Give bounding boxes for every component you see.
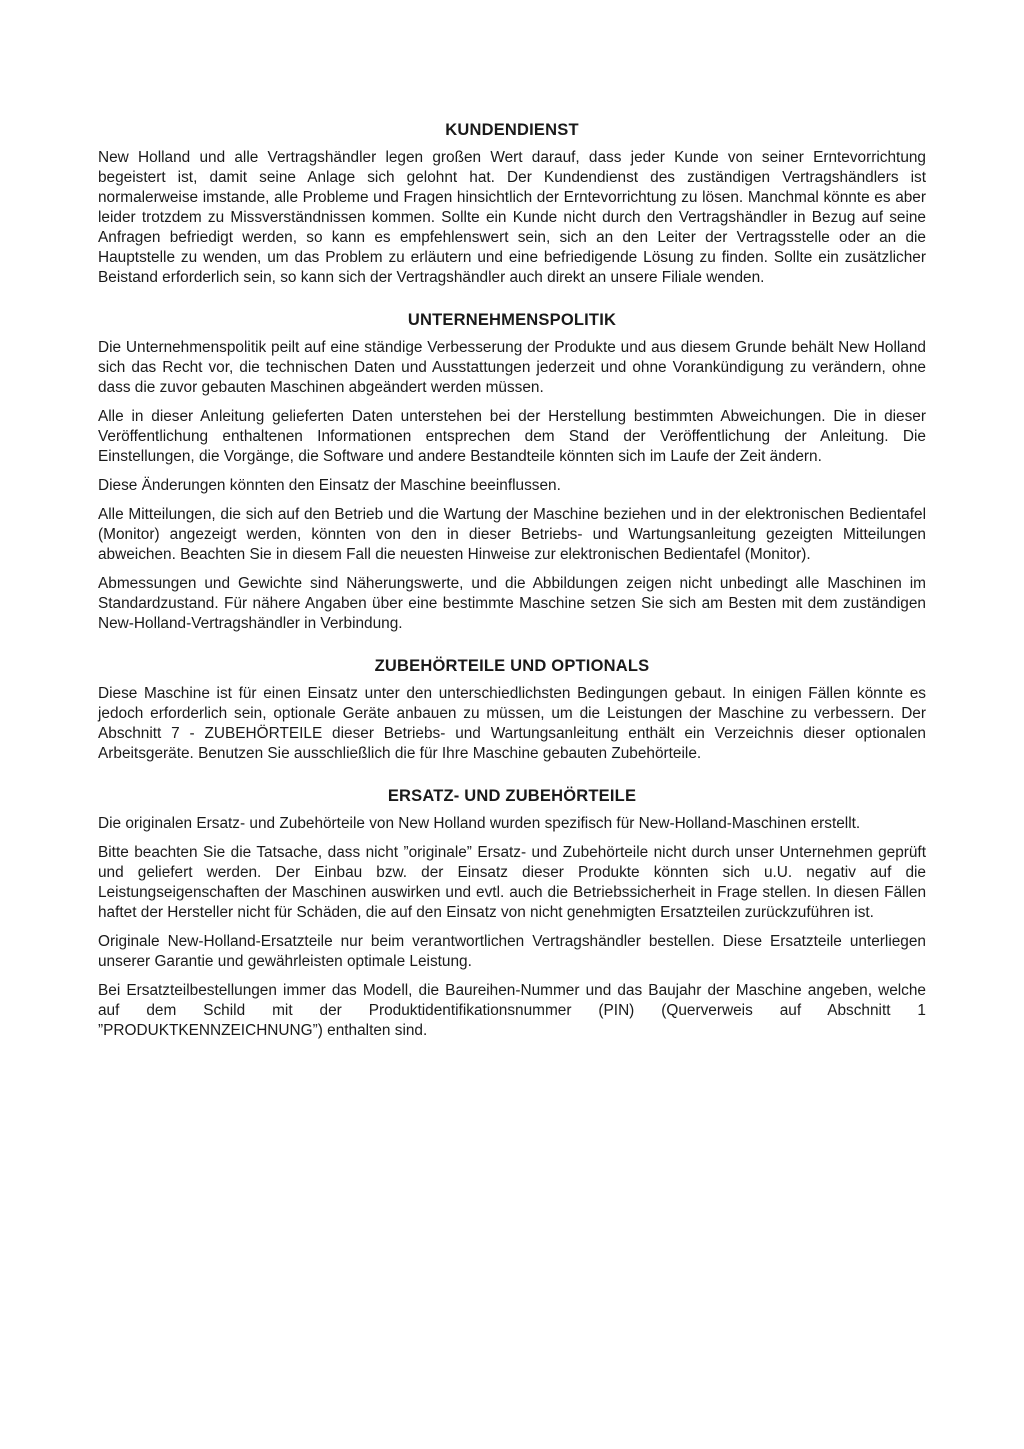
paragraph: New Holland und alle Vertragshändler legen großen Wert darauf, dass jeder Kunde von seiner Erntevorrichtung begeistert ist, damit seine Anlage sich gelohnt hat. Der Kundendienst des zuständigen Vertragshändlers ist normalerweise imstande, alle Probleme und Fragen hinsichtlich der Erntevorrichtung zu lösen. Manchmal könnte es aber leider trotzdem zu Missverständnissen kommen. Sollte ein Kunde nicht durch den Vertragshändler in Bezug auf seine Anfragen befriedigt werden, so kann es empfehlenswert sein, sich an den Leiter der Vertragsstelle oder an die Hauptstelle zu wenden, um das Problem zu erläutern und eine befriedigende Lösung zu finden. Sollte ein zusätzlicher Beistand erforderlich sein, so kann sich der Vertragshändler auch direkt an unsere Filiale wenden. bbox=[98, 149, 926, 286]
paragraph: Die originalen Ersatz- und Zubehörteile von New Holland wurden spezifisch für New-Holland-Maschinen erstellt. bbox=[98, 815, 861, 832]
section-kundendienst bbox=[98, 120, 926, 288]
paragraph: Diese Maschine ist für einen Einsatz unter den unterschiedlichsten Bedingungen gebaut. In einigen Fällen könnte es jedoch erforderlich sein, optionale Geräte anbauen zu müssen, um die Leistungen der Maschine zu verbessern. Der Abschnitt 7 - ZUBEHÖRTEILE dieser Betriebs- und Wartungsanleitung enthält ein Verzeichnis dieser optionalen Arbeitsgeräte. Benutzen Sie ausschließlich die für Ihre Maschine gebauten Zubehörteile. bbox=[98, 685, 926, 762]
paragraph: Bitte beachten Sie die Tatsache, dass nicht ”originale” Ersatz- und Zubehörteile nicht durch unser Unternehmen geprüft und geliefert werden. Der Einbau bzw. der Einsatz dieser Produkte könnten sich u.U. negativ auf die Leistungseigenschaften der Maschinen auswirken und evtl. auch die Betriebssicherheit in Frage stellen. In diesen Fällen haftet der Hersteller nicht für Schäden, die auf den Einsatz von nicht genehmigten Ersatzteilen zurückzuführen ist. bbox=[98, 844, 926, 921]
paragraph: Abmessungen und Gewichte sind Näherungswerte, und die Abbildungen zeigen nicht unbedingt alle Maschinen im Standardzustand. Für nähere Angaben über eine bestimmte Maschine setzen Sie sich am Besten mit dem zuständigen New-Holland-Vertragshändler in Verbindung. bbox=[98, 575, 926, 632]
section-heading: UNTERNEHMENSPOLITIK bbox=[407, 311, 617, 329]
document-page bbox=[98, 120, 926, 1041]
section-heading: KUNDENDIENST bbox=[445, 121, 579, 139]
paragraph: Alle Mitteilungen, die sich auf den Betrieb und die Wartung der Maschine beziehen und in der elektronischen Bedientafel (Monitor) angezeigt werden, könnten von den in dieser Betriebs- und Wartungsanleitung gezeigten Mitteilungen abweichen. Beachten Sie in diesem Fall die neuesten Hinweise zur elektronischen Bedientafel (Monitor). bbox=[98, 506, 926, 563]
paragraph: Alle in dieser Anleitung gelieferten Daten unterstehen bei der Herstellung bestimmten Abweichungen. Die in dieser Veröffentlichung enthaltenen Informationen entsprechen dem Stand der Veröffentlichung der Anleitung. Die Einstellungen, die Vorgänge, die Software und andere Bestandteile könnten sich im Laufe der Zeit ändern. bbox=[98, 408, 926, 465]
paragraph: Diese Änderungen könnten den Einsatz der Maschine beeinflussen. bbox=[98, 477, 561, 494]
section-ersatz-und-zubehoerteile bbox=[98, 786, 926, 1041]
section-heading: ZUBEHÖRTEILE UND OPTIONALS bbox=[374, 657, 650, 675]
paragraph: Bei Ersatzteilbestellungen immer das Modell, die Baureihen-Nummer und das Baujahr der Maschine angeben, welche auf dem Schild mit der Produktidentifikationsnummer (PIN) (Querverweis auf Abschnitt 1 ”PRODUKTKENNZEICHNUNG”) enthalten sind. bbox=[98, 982, 926, 1039]
paragraph: Originale New-Holland-Ersatzteile nur beim verantwortlichen Vertragshändler bestellen. Diese Ersatzteile unterliegen unserer Garantie und gewährleisten optimale Leistung. bbox=[98, 933, 926, 970]
paragraph: Die Unternehmenspolitik peilt auf eine ständige Verbesserung der Produkte und aus diesem Grunde behält New Holland sich das Recht vor, die technischen Daten und Ausstattungen jederzeit und ohne Vorankündigung zu verändern, ohne dass die zuvor gebauten Maschinen abgeändert werden müssen. bbox=[98, 339, 926, 396]
section-unternehmenspolitik bbox=[98, 310, 926, 634]
section-heading: ERSATZ- UND ZUBEHÖRTEILE bbox=[387, 787, 637, 805]
section-zubehoerteile-und-optionals bbox=[98, 656, 926, 764]
